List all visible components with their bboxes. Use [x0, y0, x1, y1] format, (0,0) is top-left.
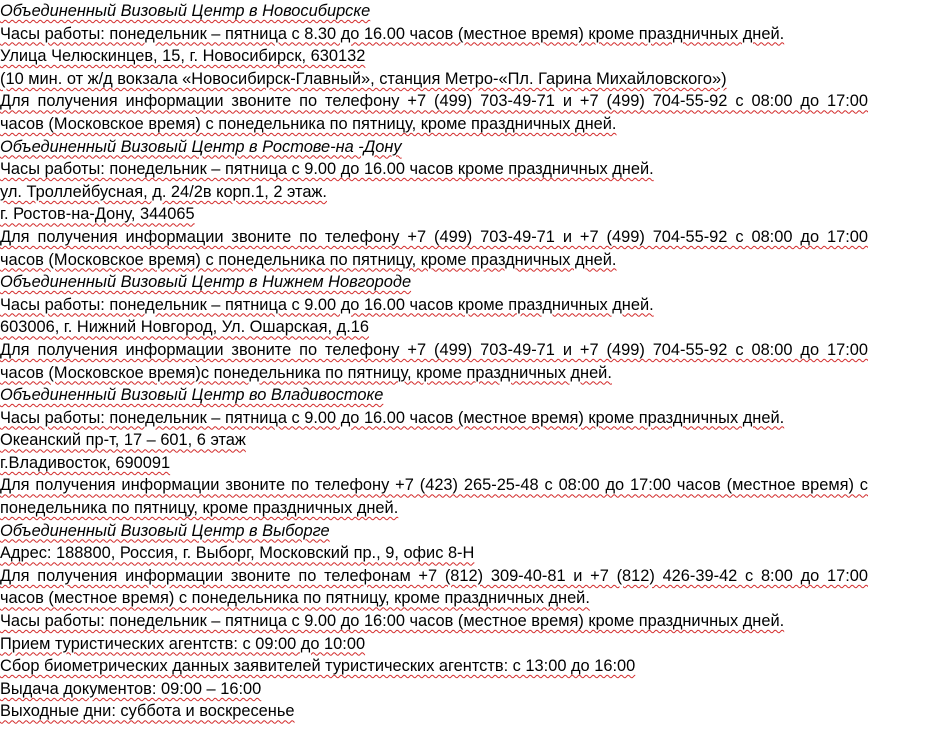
contact-info-line-1: Для получения информации звоните по телефону +7 (499) 703-49-71 и +7 (499) 704-55-92 с 08:00 до 17:00: [0, 340, 868, 359]
working-hours: Часы работы: понедельник – пятница с 9.00 до 16.00 часов кроме праздничных дней.: [0, 160, 654, 179]
section-heading: Объединенный Визовый Центр во Владивостоке: [0, 386, 384, 405]
contact-info-line-1: Для получения информации звоните по телефону +7 (499) 703-49-71 и +7 (499) 704-55-92 с 08:00 до 17:00: [0, 227, 868, 246]
days-off: Выходные дни: суббота и воскресенье: [0, 702, 295, 721]
directions-note: (10 мин. от ж/д вокзала «Новосибирск-Главный», станция Метро-«Пл. Гарина Михайловского»): [0, 69, 727, 88]
working-hours: Часы работы: понедельник – пятница с 9.00 до 16.00 часов (местное время) кроме праздничных дней.: [0, 408, 785, 427]
address-line: 603006, г. Нижний Новгород, Ул. Ошарская, д.16: [0, 318, 369, 337]
contact-info-line-2: часов (Московское время)с понедельника по пятницу, кроме праздничных дней.: [0, 363, 612, 382]
section-heading: Объединенный Визовый Центр в Новосибирске: [0, 2, 371, 20]
document-issue-hours: Выдача документов: 09:00 – 16:00: [0, 679, 262, 698]
section-heading: Объединенный Визовый Центр в Нижнем Новгороде: [0, 273, 412, 292]
working-hours: Часы работы: понедельник – пятница с 9.00 до 16:00 часов (местное время) кроме праздничных дней.: [0, 612, 785, 631]
contact-info-line-2: часов (Московское время) с понедельника по пятницу, кроме праздничных дней.: [0, 250, 617, 269]
address-line: Адрес: 188800, Россия, г. Выборг, Московский пр., 9, офис 8-Н: [0, 544, 475, 563]
contact-info-line-2: часов (местное время) с понедельника по пятницу, кроме праздничных дней.: [0, 589, 590, 608]
section-heading: Объединенный Визовый Центр в Выборге: [0, 521, 330, 540]
address-line: Океанский пр-т, 17 – 601, 6 этаж: [0, 431, 246, 450]
contact-info-line-1: Для получения информации звоните по телефонам +7 (812) 309-40-81 и +7 (812) 426-39-42 с 8:00 до 17:00: [0, 566, 868, 585]
address-line: Улица Челюскинцев, 15, г. Новосибирск, 630132: [0, 47, 366, 66]
contact-info-line-2: часов (Московское время) с понедельника по пятницу, кроме праздничных дней.: [0, 114, 617, 133]
city-postcode: г.Владивосток, 690091: [0, 453, 171, 472]
section-nizhny-novgorod: [0, 271, 945, 384]
working-hours: Часы работы: понедельник – пятница с 8.30 до 16.00 часов (местное время) кроме праздничных дней.: [0, 24, 785, 43]
section-rostov: [0, 136, 945, 272]
city-postcode: г. Ростов-на-Дону, 344065: [0, 205, 195, 224]
contact-info-line-1: Для получения информации звоните по телефону +7 (423) 265-25-48 с 08:00 до 17:00 часов (местное время) с: [0, 476, 868, 495]
biometrics-hours: Сбор биометрических данных заявителей туристических агентств: с 13:00 до 16:00: [0, 657, 636, 676]
contact-info-line-1: Для получения информации звоните по телефону +7 (499) 703-49-71 и +7 (499) 704-55-92 с 08:00 до 17:00: [0, 92, 868, 111]
section-vyborg: [0, 520, 945, 723]
address-line: ул. Троллейбусная, д. 24/2в корп.1, 2 этаж.: [0, 182, 327, 201]
agency-reception-hours: Прием туристических агентств: с 09:00 до 10:00: [0, 634, 366, 653]
section-heading: Объединенный Визовый Центр в Ростове-на -Дону: [0, 137, 402, 156]
section-novosibirsk: [0, 0, 945, 136]
working-hours: Часы работы: понедельник – пятница с 9.00 до 16.00 часов кроме праздничных дней.: [0, 295, 654, 314]
section-vladivostok: [0, 384, 945, 520]
contact-info-line-2: понедельника по пятницу, кроме праздничных дней.: [0, 499, 399, 518]
